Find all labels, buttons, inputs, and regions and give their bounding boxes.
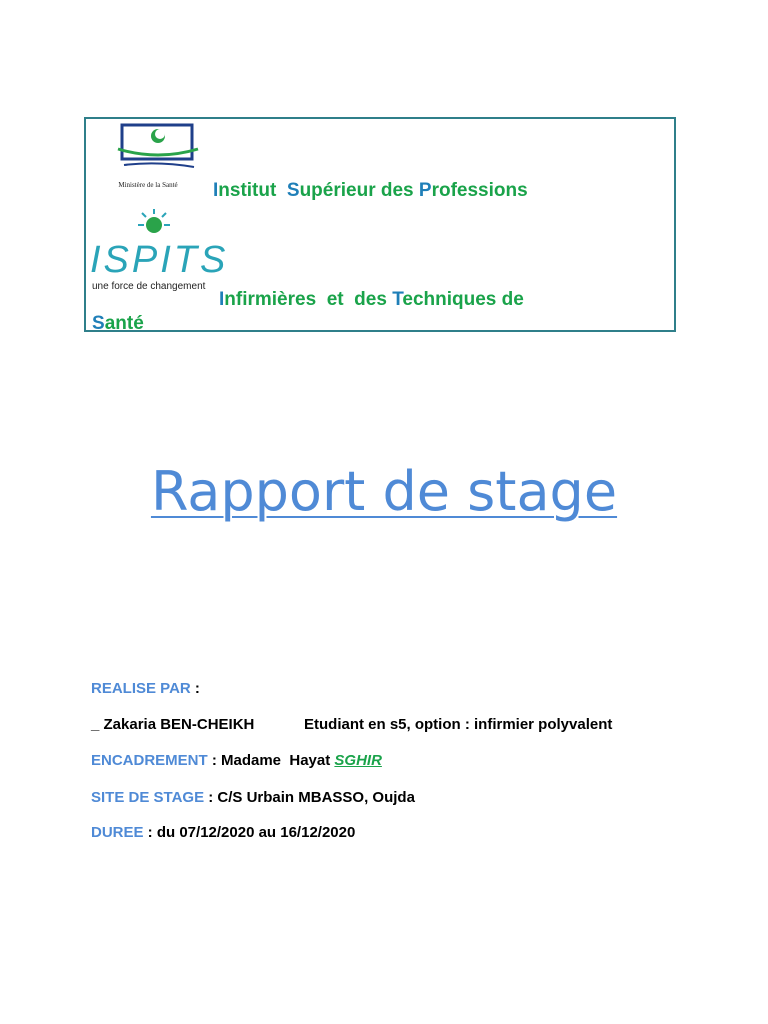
encadrement-label: ENCADREMENT <box>91 752 208 769</box>
site-row <box>91 789 415 806</box>
report-title: Rapport de stage <box>150 460 618 523</box>
institute-name-line-2: Infirmières et des Techniques de <box>219 289 524 310</box>
supervisor-surname: SGHIR <box>334 752 382 769</box>
ispits-slogan: une force de changement <box>92 281 206 292</box>
ministry-logo <box>94 121 204 203</box>
ministry-logo-caption: Ministère de la Santé <box>118 181 178 189</box>
student-role: Etudiant en s5, option : infirmier polyvalent <box>304 716 613 733</box>
student-name: _ Zakaria BEN-CHEIKH <box>91 716 255 733</box>
encadrement-value: : Madame Hayat <box>207 752 335 769</box>
realise-label: REALISE PAR <box>91 680 191 697</box>
duree-row <box>91 824 355 841</box>
institute-header <box>84 117 676 332</box>
institute-name-line-3: Santé <box>92 313 144 334</box>
realise-par-row: REALISE PAR : <box>91 680 200 697</box>
site-value: : C/S Urbain MBASSO, Oujda <box>204 789 415 806</box>
ispits-logo-text: ISPITS <box>90 239 229 281</box>
duree-value: : du 07/12/2020 au 16/12/2020 <box>143 824 356 841</box>
site-label: SITE DE STAGE <box>91 789 205 806</box>
duree-label: DUREE <box>91 824 144 841</box>
institute-name-line-1: Institut Supérieur des Professions <box>213 180 528 201</box>
student-row <box>91 716 691 733</box>
encadrement-row <box>91 752 382 769</box>
